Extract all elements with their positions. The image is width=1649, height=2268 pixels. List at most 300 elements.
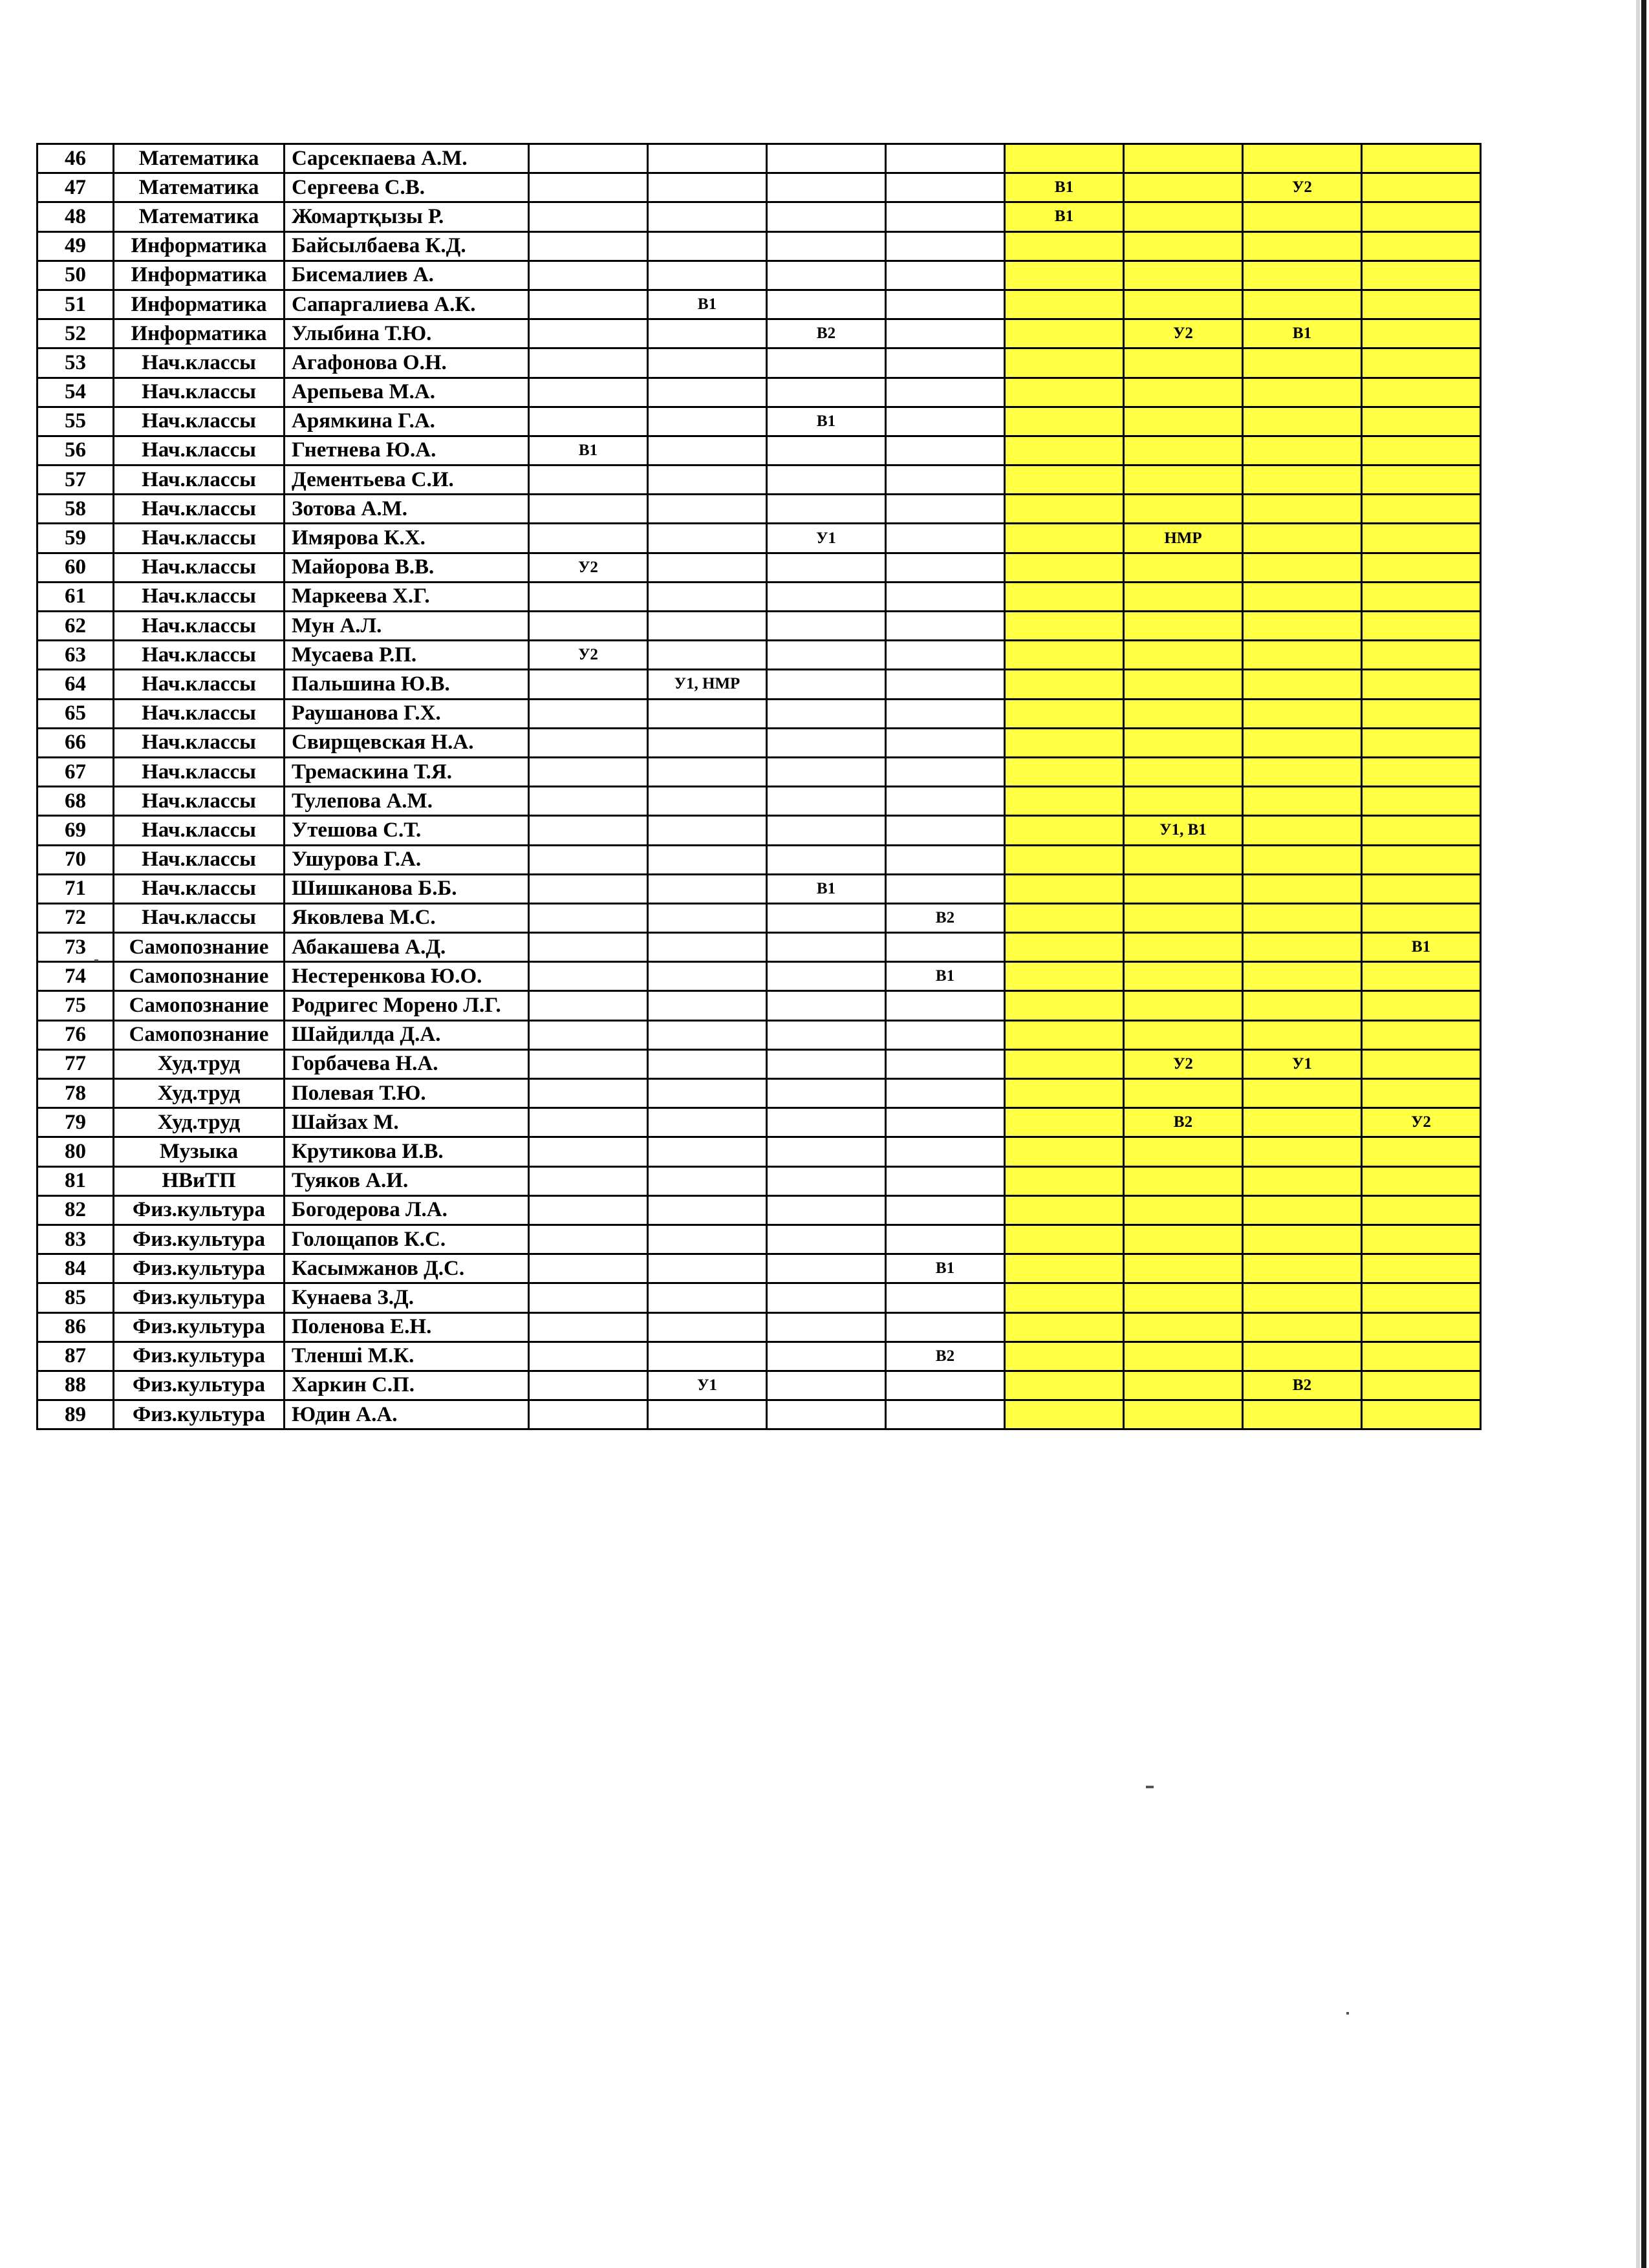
mark-cell-3 — [767, 612, 886, 641]
table-row — [38, 699, 1481, 728]
mark-cell-2: В1 — [648, 290, 767, 319]
row-number-cell: 71 — [38, 874, 114, 903]
mark-cell-6 — [1124, 378, 1243, 407]
mark-cell-5 — [1005, 1049, 1124, 1078]
mark-cell-3 — [767, 1166, 886, 1195]
mark-cell-6 — [1124, 699, 1243, 728]
mark-cell-6 — [1124, 757, 1243, 786]
table-row — [38, 144, 1481, 173]
mark-cell-1 — [529, 378, 648, 407]
teacher-name-cell: Полевая Т.Ю. — [285, 1079, 529, 1108]
mark-cell-5 — [1005, 1195, 1124, 1225]
row-number-cell: 55 — [38, 407, 114, 436]
subject-cell: Худ.труд — [114, 1079, 285, 1108]
mark-cell-6: НМР — [1124, 524, 1243, 553]
mark-cell-2 — [648, 903, 767, 932]
mark-cell-3 — [767, 1342, 886, 1371]
subject-cell: НВиТП — [114, 1166, 285, 1195]
mark-cell-3 — [767, 1049, 886, 1078]
row-number-cell: 73 — [38, 933, 114, 962]
mark-cell-1 — [529, 495, 648, 524]
subject-cell: Нач.классы — [114, 524, 285, 553]
mark-cell-2 — [648, 1079, 767, 1108]
row-number-cell: 89 — [38, 1400, 114, 1429]
mark-cell-8 — [1362, 1371, 1481, 1400]
mark-cell-6 — [1124, 1312, 1243, 1342]
teacher-name-cell: Шишканова Б.Б. — [285, 874, 529, 903]
mark-cell-8 — [1362, 1020, 1481, 1049]
subject-cell: Нач.классы — [114, 348, 285, 378]
mark-cell-7: У2 — [1243, 173, 1362, 202]
mark-cell-8 — [1362, 787, 1481, 816]
row-number-cell: 66 — [38, 728, 114, 757]
table-row — [38, 728, 1481, 757]
teacher-name-cell: Арепьева М.А. — [285, 378, 529, 407]
subject-cell: Математика — [114, 173, 285, 202]
mark-cell-5 — [1005, 1371, 1124, 1400]
mark-cell-8 — [1362, 903, 1481, 932]
row-number-cell: 59 — [38, 524, 114, 553]
mark-cell-5 — [1005, 524, 1124, 553]
mark-cell-6: У2 — [1124, 1049, 1243, 1078]
teacher-name-cell: Ушурова Г.А. — [285, 845, 529, 874]
mark-cell-4 — [886, 1283, 1005, 1312]
mark-cell-4 — [886, 1400, 1005, 1429]
mark-cell-8 — [1362, 1254, 1481, 1283]
teacher-name-cell: Раушанова Г.Х. — [285, 699, 529, 728]
mark-cell-1 — [529, 261, 648, 290]
mark-cell-7 — [1243, 436, 1362, 465]
mark-cell-7 — [1243, 874, 1362, 903]
mark-cell-5 — [1005, 465, 1124, 495]
row-number-cell: 49 — [38, 231, 114, 261]
mark-cell-3 — [767, 641, 886, 670]
mark-cell-6 — [1124, 436, 1243, 465]
mark-cell-2 — [648, 261, 767, 290]
mark-cell-3 — [767, 757, 886, 786]
mark-cell-4 — [886, 787, 1005, 816]
mark-cell-3 — [767, 202, 886, 231]
mark-cell-1 — [529, 144, 648, 173]
mark-cell-1 — [529, 728, 648, 757]
mark-cell-3 — [767, 991, 886, 1020]
mark-cell-7 — [1243, 612, 1362, 641]
mark-cell-5 — [1005, 816, 1124, 845]
mark-cell-6 — [1124, 1225, 1243, 1254]
scan-speck — [1346, 2012, 1349, 2015]
mark-cell-6: У1, В1 — [1124, 816, 1243, 845]
mark-cell-7 — [1243, 1342, 1362, 1371]
mark-cell-5: В1 — [1005, 202, 1124, 231]
subject-cell: Нач.классы — [114, 641, 285, 670]
mark-cell-5 — [1005, 670, 1124, 699]
row-number-cell: 76 — [38, 1020, 114, 1049]
mark-cell-7: В1 — [1243, 319, 1362, 348]
mark-cell-1 — [529, 1371, 648, 1400]
mark-cell-5 — [1005, 845, 1124, 874]
mark-cell-8 — [1362, 991, 1481, 1020]
teacher-name-cell: Сергеева С.В. — [285, 173, 529, 202]
mark-cell-5 — [1005, 553, 1124, 582]
subject-cell: Нач.классы — [114, 612, 285, 641]
mark-cell-5 — [1005, 582, 1124, 611]
mark-cell-8 — [1362, 1079, 1481, 1108]
teacher-name-cell: Родригес Морено Л.Г. — [285, 991, 529, 1020]
mark-cell-3 — [767, 728, 886, 757]
mark-cell-2 — [648, 1166, 767, 1195]
mark-cell-6 — [1124, 962, 1243, 991]
mark-cell-1 — [529, 1137, 648, 1166]
mark-cell-6 — [1124, 290, 1243, 319]
scan-edge-shadow — [1636, 0, 1640, 2268]
subject-cell: Нач.классы — [114, 465, 285, 495]
mark-cell-4 — [886, 1312, 1005, 1342]
table-row — [38, 670, 1481, 699]
mark-cell-5 — [1005, 1400, 1124, 1429]
mark-cell-5 — [1005, 1225, 1124, 1254]
mark-cell-3 — [767, 1195, 886, 1225]
mark-cell-2 — [648, 816, 767, 845]
mark-cell-1 — [529, 1020, 648, 1049]
row-number-cell: 60 — [38, 553, 114, 582]
row-number-cell: 68 — [38, 787, 114, 816]
mark-cell-3: В2 — [767, 319, 886, 348]
mark-cell-5 — [1005, 1283, 1124, 1312]
teacher-name-cell: Тремаскина Т.Я. — [285, 757, 529, 786]
mark-cell-6 — [1124, 641, 1243, 670]
mark-cell-3 — [767, 1225, 886, 1254]
mark-cell-4 — [886, 612, 1005, 641]
mark-cell-8 — [1362, 1283, 1481, 1312]
mark-cell-5 — [1005, 144, 1124, 173]
mark-cell-4 — [886, 524, 1005, 553]
mark-cell-7 — [1243, 787, 1362, 816]
mark-cell-3 — [767, 348, 886, 378]
mark-cell-1 — [529, 612, 648, 641]
mark-cell-4 — [886, 553, 1005, 582]
row-number-cell: 80 — [38, 1137, 114, 1166]
row-number-cell: 50 — [38, 261, 114, 290]
teacher-name-cell: Бисемалиев А. — [285, 261, 529, 290]
table-row — [38, 319, 1481, 348]
table-row — [38, 1225, 1481, 1254]
mark-cell-6 — [1124, 582, 1243, 611]
mark-cell-2 — [648, 202, 767, 231]
mark-cell-5 — [1005, 1166, 1124, 1195]
mark-cell-6 — [1124, 1342, 1243, 1371]
row-number-cell: 53 — [38, 348, 114, 378]
mark-cell-4 — [886, 845, 1005, 874]
mark-cell-7 — [1243, 1166, 1362, 1195]
mark-cell-5 — [1005, 757, 1124, 786]
mark-cell-8: В1 — [1362, 933, 1481, 962]
teacher-name-cell: Майорова В.В. — [285, 553, 529, 582]
mark-cell-7 — [1243, 845, 1362, 874]
mark-cell-4 — [886, 348, 1005, 378]
mark-cell-8 — [1362, 1195, 1481, 1225]
teacher-name-cell: Голощапов К.С. — [285, 1225, 529, 1254]
mark-cell-1 — [529, 757, 648, 786]
mark-cell-8 — [1362, 553, 1481, 582]
mark-cell-2 — [648, 465, 767, 495]
subject-cell: Физ.культура — [114, 1254, 285, 1283]
mark-cell-3 — [767, 436, 886, 465]
mark-cell-4: В1 — [886, 1254, 1005, 1283]
mark-cell-1 — [529, 933, 648, 962]
teacher-name-cell: Мусаева Р.П. — [285, 641, 529, 670]
mark-cell-7 — [1243, 641, 1362, 670]
mark-cell-2: У1 — [648, 1371, 767, 1400]
mark-cell-2 — [648, 728, 767, 757]
mark-cell-4 — [886, 495, 1005, 524]
mark-cell-3 — [767, 787, 886, 816]
mark-cell-6: В2 — [1124, 1108, 1243, 1137]
teacher-name-cell: Пальшина Ю.В. — [285, 670, 529, 699]
mark-cell-3 — [767, 1137, 886, 1166]
subject-cell: Нач.классы — [114, 436, 285, 465]
subject-cell: Математика — [114, 144, 285, 173]
table-row — [38, 933, 1481, 962]
mark-cell-4: В1 — [886, 962, 1005, 991]
teacher-name-cell: Харкин С.П. — [285, 1371, 529, 1400]
schedule-table — [36, 143, 1482, 1430]
mark-cell-1 — [529, 787, 648, 816]
mark-cell-5 — [1005, 874, 1124, 903]
mark-cell-1 — [529, 1400, 648, 1429]
mark-cell-2 — [648, 1195, 767, 1225]
mark-cell-3 — [767, 816, 886, 845]
mark-cell-5 — [1005, 1342, 1124, 1371]
mark-cell-2 — [648, 1108, 767, 1137]
mark-cell-3 — [767, 261, 886, 290]
teacher-name-cell: Туяков А.И. — [285, 1166, 529, 1195]
subject-cell: Худ.труд — [114, 1108, 285, 1137]
mark-cell-8 — [1362, 495, 1481, 524]
mark-cell-5 — [1005, 903, 1124, 932]
mark-cell-1 — [529, 816, 648, 845]
mark-cell-6 — [1124, 202, 1243, 231]
mark-cell-3 — [767, 1371, 886, 1400]
mark-cell-2 — [648, 173, 767, 202]
mark-cell-7 — [1243, 816, 1362, 845]
mark-cell-8 — [1362, 173, 1481, 202]
mark-cell-1 — [529, 202, 648, 231]
table-row — [38, 436, 1481, 465]
row-number-cell: 65 — [38, 699, 114, 728]
mark-cell-7 — [1243, 757, 1362, 786]
teacher-name-cell: Жомартқызы Р. — [285, 202, 529, 231]
mark-cell-2 — [648, 1137, 767, 1166]
mark-cell-3 — [767, 582, 886, 611]
mark-cell-7 — [1243, 1108, 1362, 1137]
mark-cell-3 — [767, 845, 886, 874]
table-row — [38, 582, 1481, 611]
teacher-name-cell: Касымжанов Д.С. — [285, 1254, 529, 1283]
mark-cell-7 — [1243, 1400, 1362, 1429]
mark-cell-2 — [648, 495, 767, 524]
mark-cell-1 — [529, 1342, 648, 1371]
mark-cell-8 — [1362, 1137, 1481, 1166]
mark-cell-2: У1, НМР — [648, 670, 767, 699]
mark-cell-7 — [1243, 144, 1362, 173]
mark-cell-4 — [886, 202, 1005, 231]
mark-cell-3 — [767, 903, 886, 932]
mark-cell-1 — [529, 699, 648, 728]
mark-cell-2 — [648, 582, 767, 611]
subject-cell: Нач.классы — [114, 553, 285, 582]
row-number-cell: 63 — [38, 641, 114, 670]
mark-cell-6 — [1124, 1371, 1243, 1400]
mark-cell-2 — [648, 991, 767, 1020]
mark-cell-4 — [886, 465, 1005, 495]
mark-cell-7 — [1243, 728, 1362, 757]
mark-cell-4 — [886, 1049, 1005, 1078]
table-row — [38, 524, 1481, 553]
mark-cell-1 — [529, 1049, 648, 1078]
mark-cell-1 — [529, 1312, 648, 1342]
subject-cell: Самопознание — [114, 1020, 285, 1049]
mark-cell-6 — [1124, 1079, 1243, 1108]
teacher-name-cell: Абакашева А.Д. — [285, 933, 529, 962]
mark-cell-6 — [1124, 465, 1243, 495]
mark-cell-2 — [648, 1225, 767, 1254]
mark-cell-7 — [1243, 1137, 1362, 1166]
row-number-cell: 77 — [38, 1049, 114, 1078]
table-row — [38, 378, 1481, 407]
mark-cell-6 — [1124, 1400, 1243, 1429]
mark-cell-3 — [767, 1254, 886, 1283]
subject-cell: Нач.классы — [114, 670, 285, 699]
mark-cell-1 — [529, 1166, 648, 1195]
mark-cell-7 — [1243, 290, 1362, 319]
mark-cell-8 — [1362, 407, 1481, 436]
subject-cell: Нач.классы — [114, 787, 285, 816]
mark-cell-7 — [1243, 202, 1362, 231]
teacher-name-cell: Агафонова О.Н. — [285, 348, 529, 378]
row-number-cell: 79 — [38, 1108, 114, 1137]
mark-cell-2 — [648, 874, 767, 903]
mark-cell-4: В2 — [886, 1342, 1005, 1371]
subject-cell: Нач.классы — [114, 407, 285, 436]
row-number-cell: 67 — [38, 757, 114, 786]
mark-cell-6 — [1124, 231, 1243, 261]
mark-cell-5 — [1005, 436, 1124, 465]
mark-cell-1 — [529, 874, 648, 903]
mark-cell-4 — [886, 874, 1005, 903]
mark-cell-6 — [1124, 1020, 1243, 1049]
row-number-cell: 85 — [38, 1283, 114, 1312]
mark-cell-6 — [1124, 991, 1243, 1020]
mark-cell-4 — [886, 378, 1005, 407]
mark-cell-3: В1 — [767, 407, 886, 436]
mark-cell-8 — [1362, 757, 1481, 786]
table-row — [38, 787, 1481, 816]
mark-cell-7 — [1243, 231, 1362, 261]
mark-cell-4 — [886, 1166, 1005, 1195]
table-row — [38, 1049, 1481, 1078]
mark-cell-5 — [1005, 612, 1124, 641]
mark-cell-7 — [1243, 1079, 1362, 1108]
mark-cell-2 — [648, 699, 767, 728]
table-row — [38, 1254, 1481, 1283]
subject-cell: Нач.классы — [114, 874, 285, 903]
row-number-cell: 46 — [38, 144, 114, 173]
mark-cell-3 — [767, 933, 886, 962]
mark-cell-1 — [529, 348, 648, 378]
table-row — [38, 903, 1481, 932]
mark-cell-3 — [767, 1079, 886, 1108]
mark-cell-8 — [1362, 641, 1481, 670]
mark-cell-2 — [648, 436, 767, 465]
mark-cell-3 — [767, 465, 886, 495]
mark-cell-4 — [886, 991, 1005, 1020]
row-number-cell: 87 — [38, 1342, 114, 1371]
teacher-name-cell: Свирщевская Н.А. — [285, 728, 529, 757]
teacher-name-cell: Кунаева З.Д. — [285, 1283, 529, 1312]
subject-cell: Информатика — [114, 290, 285, 319]
mark-cell-8 — [1362, 231, 1481, 261]
row-number-cell: 82 — [38, 1195, 114, 1225]
mark-cell-2 — [648, 553, 767, 582]
table-row — [38, 495, 1481, 524]
mark-cell-1 — [529, 290, 648, 319]
mark-cell-1 — [529, 465, 648, 495]
teacher-name-cell: Горбачева Н.А. — [285, 1049, 529, 1078]
mark-cell-5 — [1005, 231, 1124, 261]
subject-cell: Информатика — [114, 319, 285, 348]
mark-cell-7 — [1243, 670, 1362, 699]
mark-cell-6 — [1124, 1283, 1243, 1312]
subject-cell: Физ.культура — [114, 1371, 285, 1400]
teacher-name-cell: Нестеренкова Ю.О. — [285, 962, 529, 991]
table-row — [38, 1283, 1481, 1312]
mark-cell-2 — [648, 933, 767, 962]
row-number-cell: 72 — [38, 903, 114, 932]
subject-cell: Нач.классы — [114, 495, 285, 524]
mark-cell-5 — [1005, 787, 1124, 816]
row-number-cell: 58 — [38, 495, 114, 524]
mark-cell-1 — [529, 1079, 648, 1108]
mark-cell-8 — [1362, 728, 1481, 757]
mark-cell-7 — [1243, 933, 1362, 962]
subject-cell: Нач.классы — [114, 699, 285, 728]
mark-cell-5 — [1005, 348, 1124, 378]
mark-cell-3 — [767, 1283, 886, 1312]
teacher-name-cell: Сапаргалиева А.К. — [285, 290, 529, 319]
mark-cell-6 — [1124, 728, 1243, 757]
mark-cell-8 — [1362, 202, 1481, 231]
row-number-cell: 88 — [38, 1371, 114, 1400]
table-row — [38, 1371, 1481, 1400]
teacher-name-cell: Шайдилда Д.А. — [285, 1020, 529, 1049]
mark-cell-7 — [1243, 378, 1362, 407]
subject-cell: Физ.культура — [114, 1283, 285, 1312]
mark-cell-8 — [1362, 1166, 1481, 1195]
mark-cell-3 — [767, 962, 886, 991]
mark-cell-5 — [1005, 1079, 1124, 1108]
mark-cell-1 — [529, 1195, 648, 1225]
mark-cell-1 — [529, 1225, 648, 1254]
mark-cell-7 — [1243, 348, 1362, 378]
mark-cell-8 — [1362, 465, 1481, 495]
mark-cell-1 — [529, 1108, 648, 1137]
mark-cell-1: У2 — [529, 641, 648, 670]
mark-cell-5 — [1005, 991, 1124, 1020]
mark-cell-7 — [1243, 991, 1362, 1020]
mark-cell-3 — [767, 553, 886, 582]
subject-cell: Физ.культура — [114, 1225, 285, 1254]
row-number-cell: 57 — [38, 465, 114, 495]
